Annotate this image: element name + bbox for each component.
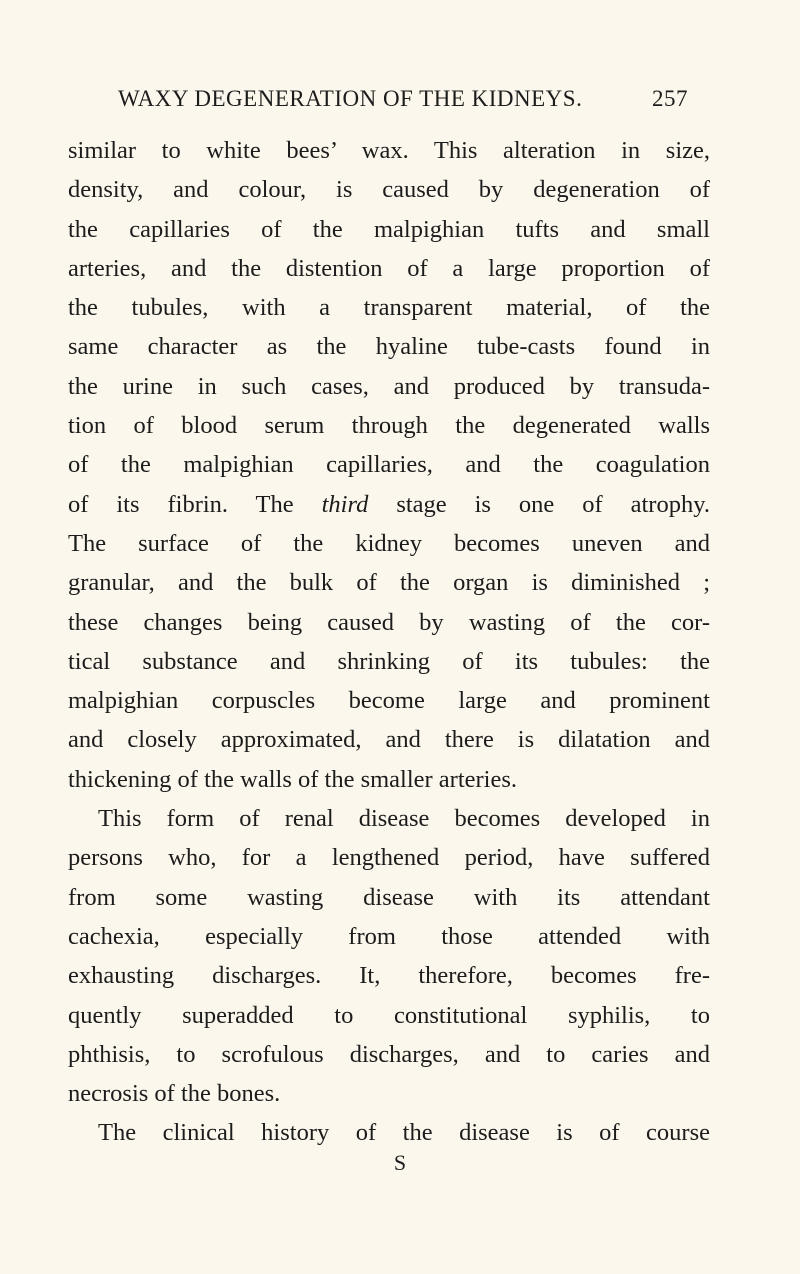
text-line: necrosis of the bones. bbox=[68, 1080, 281, 1108]
text-line: the urine in such cases, and produced by transuda- bbox=[68, 372, 710, 400]
text-line: exhausting discharges. It, therefore, becomes fre- bbox=[68, 962, 710, 990]
text-run: of its fibrin. The bbox=[68, 490, 322, 518]
text-line: The surface of the kidney becomes uneven and bbox=[68, 529, 710, 557]
text-line: same character as the hyaline tube-casts found in bbox=[68, 333, 710, 361]
paragraph-1 bbox=[68, 131, 710, 799]
text-line: tion of blood serum through the degenerated walls bbox=[68, 412, 710, 440]
text-line: similar to white bees’ wax. This alteration in size, bbox=[68, 137, 710, 164]
text-line: persons who, for a lengthened period, have suffered bbox=[68, 844, 710, 872]
text-run: stage is one of atrophy. bbox=[368, 490, 710, 518]
text-line: thickening of the walls of the smaller arteries. bbox=[68, 765, 518, 793]
text-line: phthisis, to scrofulous discharges, and to caries and bbox=[68, 1040, 710, 1068]
paragraph-3 bbox=[68, 1113, 710, 1152]
text-line: of the malpighian capillaries, and the coagulation bbox=[68, 451, 710, 479]
text-line: quently superadded to constitutional syphilis, to bbox=[68, 1001, 710, 1029]
signature-mark: S bbox=[393, 1150, 407, 1175]
page-number: 257 bbox=[652, 86, 688, 111]
paragraph-2 bbox=[68, 799, 710, 1113]
text-line: the tubules, with a transparent material, of the bbox=[68, 294, 710, 322]
text-line: malpighian corpuscles become large and prominent bbox=[68, 687, 710, 715]
text-line: the capillaries of the malpighian tufts and small bbox=[68, 215, 710, 243]
text-line: The clinical history of the disease is of course bbox=[98, 1119, 710, 1147]
text-line: tical substance and shrinking of its tubules: the bbox=[68, 647, 710, 675]
text-line-with-emphasis bbox=[68, 485, 710, 524]
text-line: from some wasting disease with its attendant bbox=[68, 883, 710, 911]
running-title: WAXY DEGENERATION OF THE KIDNEYS. bbox=[118, 86, 583, 111]
text-line: cachexia, especially from those attended with bbox=[68, 922, 710, 950]
text-line: granular, and the bulk of the organ is diminished ; bbox=[68, 569, 710, 597]
text-line: and closely approximated, and there is dilatation and bbox=[68, 726, 710, 754]
emphasis-word: third bbox=[321, 490, 369, 518]
text-line: arteries, and the distention of a large proportion of bbox=[68, 254, 710, 282]
running-head bbox=[118, 86, 688, 112]
text-line: This form of renal disease becomes developed in bbox=[98, 805, 710, 833]
body-text bbox=[68, 131, 710, 1153]
text-line: density, and colour, is caused by degeneration of bbox=[68, 176, 710, 204]
text-line: these changes being caused by wasting of the cor- bbox=[68, 608, 710, 636]
